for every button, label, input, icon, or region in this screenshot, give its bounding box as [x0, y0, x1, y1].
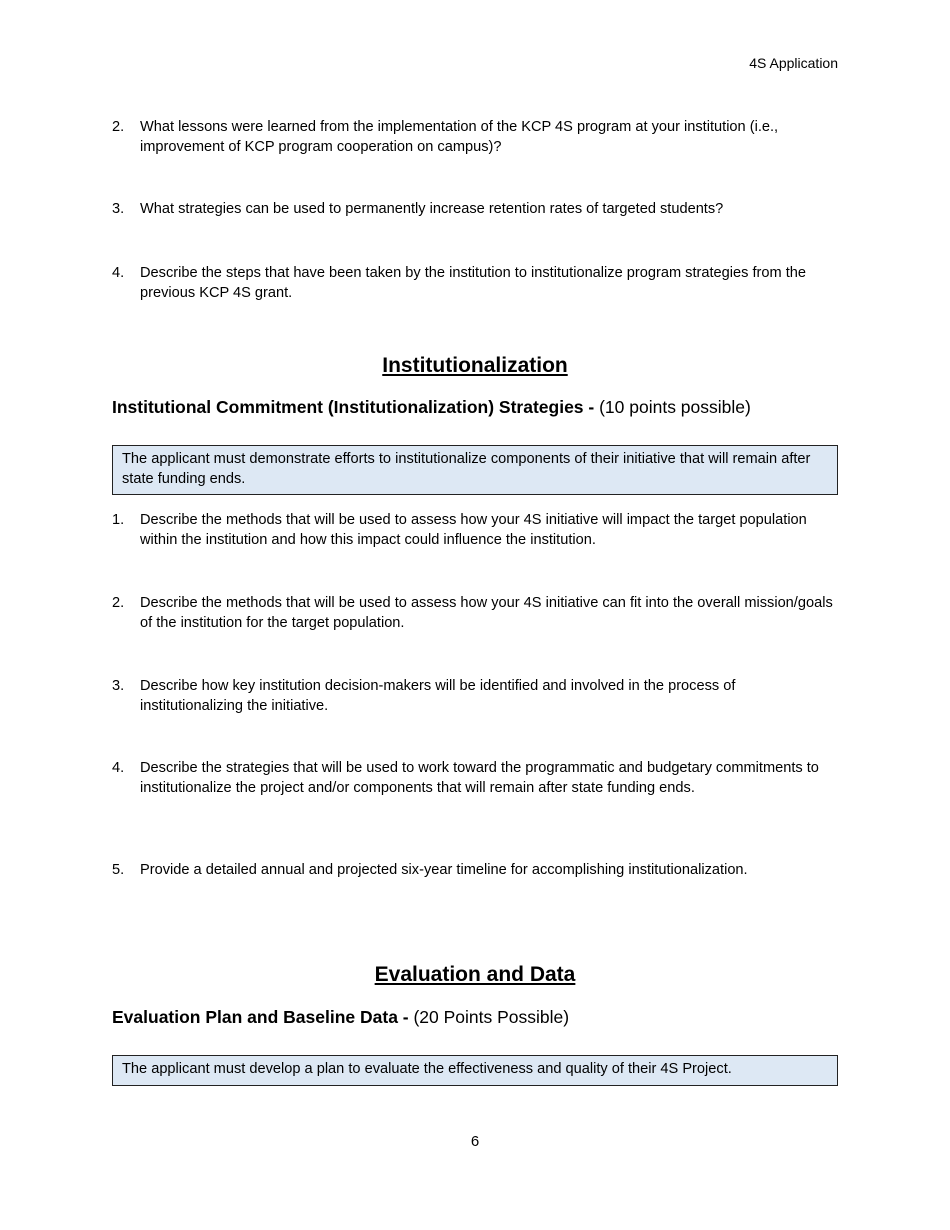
- list-item-text: Provide a detailed annual and projected six-year timeline for accomplishing institutionalization.: [140, 862, 748, 878]
- list-item: [112, 511, 838, 550]
- list-item-text: Describe how key institution decision-makers will be identified and involved in the process of institutionalizing the initiative.: [140, 678, 736, 714]
- list-item-number: 1.: [112, 512, 125, 528]
- list-item: [112, 594, 838, 633]
- subheading-institutional-commitment: [112, 397, 751, 418]
- list-item-text: Describe the methods that will be used to assess how your 4S initiative will impact the target population within the institution and how this impact could influence the institution.: [140, 512, 807, 548]
- points-possible: (20 Points Possible): [413, 1007, 570, 1027]
- question-list-top: [112, 200, 838, 220]
- subheading-evaluation-plan: [112, 1007, 569, 1028]
- list-item-number: 3.: [112, 678, 125, 694]
- list-item-number: 2.: [112, 119, 125, 135]
- list-item: [112, 264, 838, 303]
- list-item: [112, 861, 838, 881]
- callout-box: The applicant must demonstrate efforts to institutionalize components of their initiative that will remain after state funding ends.: [112, 445, 838, 495]
- question-list-top: [112, 264, 838, 303]
- question-list: [112, 759, 838, 798]
- subheading-label: Evaluation Plan and Baseline Data -: [112, 1007, 414, 1027]
- question-list: [112, 677, 838, 716]
- list-item-text: What lessons were learned from the implementation of the KCP 4S program at your institution (i.e., improvement of KCP program cooperation on campus)?: [140, 119, 779, 155]
- running-header: 4S Application: [749, 55, 838, 71]
- list-item-text: Describe the methods that will be used to assess how your 4S initiative can fit into the overall mission/goals of the institution for the target population.: [140, 595, 833, 631]
- list-item-number: 3.: [112, 201, 125, 217]
- list-item: [112, 200, 838, 220]
- list-item-number: 2.: [112, 595, 125, 611]
- points-possible: (10 points possible): [599, 397, 751, 417]
- question-list-top: [112, 118, 838, 157]
- section-title-institutionalization: Institutionalization: [382, 354, 568, 377]
- callout-box: The applicant must develop a plan to evaluate the effectiveness and quality of their 4S Project.: [112, 1055, 838, 1086]
- list-item: [112, 759, 838, 798]
- list-item-number: 5.: [112, 862, 125, 878]
- question-list: [112, 511, 838, 550]
- question-list: [112, 594, 838, 633]
- section-title-evaluation: Evaluation and Data: [374, 963, 576, 986]
- list-item-text: Describe the steps that have been taken by the institution to institutionalize program strategies from the previous KCP 4S grant.: [140, 265, 807, 301]
- list-item-number: 4.: [112, 265, 125, 281]
- list-item-number: 4.: [112, 760, 125, 776]
- subheading-label: Institutional Commitment (Institutionalization) Strategies -: [112, 397, 600, 417]
- question-list: [112, 861, 838, 881]
- list-item-text: What strategies can be used to permanently increase retention rates of targeted students?: [140, 201, 724, 217]
- list-item: [112, 677, 838, 716]
- page-number: 6: [470, 1133, 480, 1150]
- list-item-text: Describe the strategies that will be used to work toward the programmatic and budgetary commitments to institutionalize the project and/or components that will remain after state funding ends.: [140, 760, 819, 796]
- list-item: [112, 118, 838, 157]
